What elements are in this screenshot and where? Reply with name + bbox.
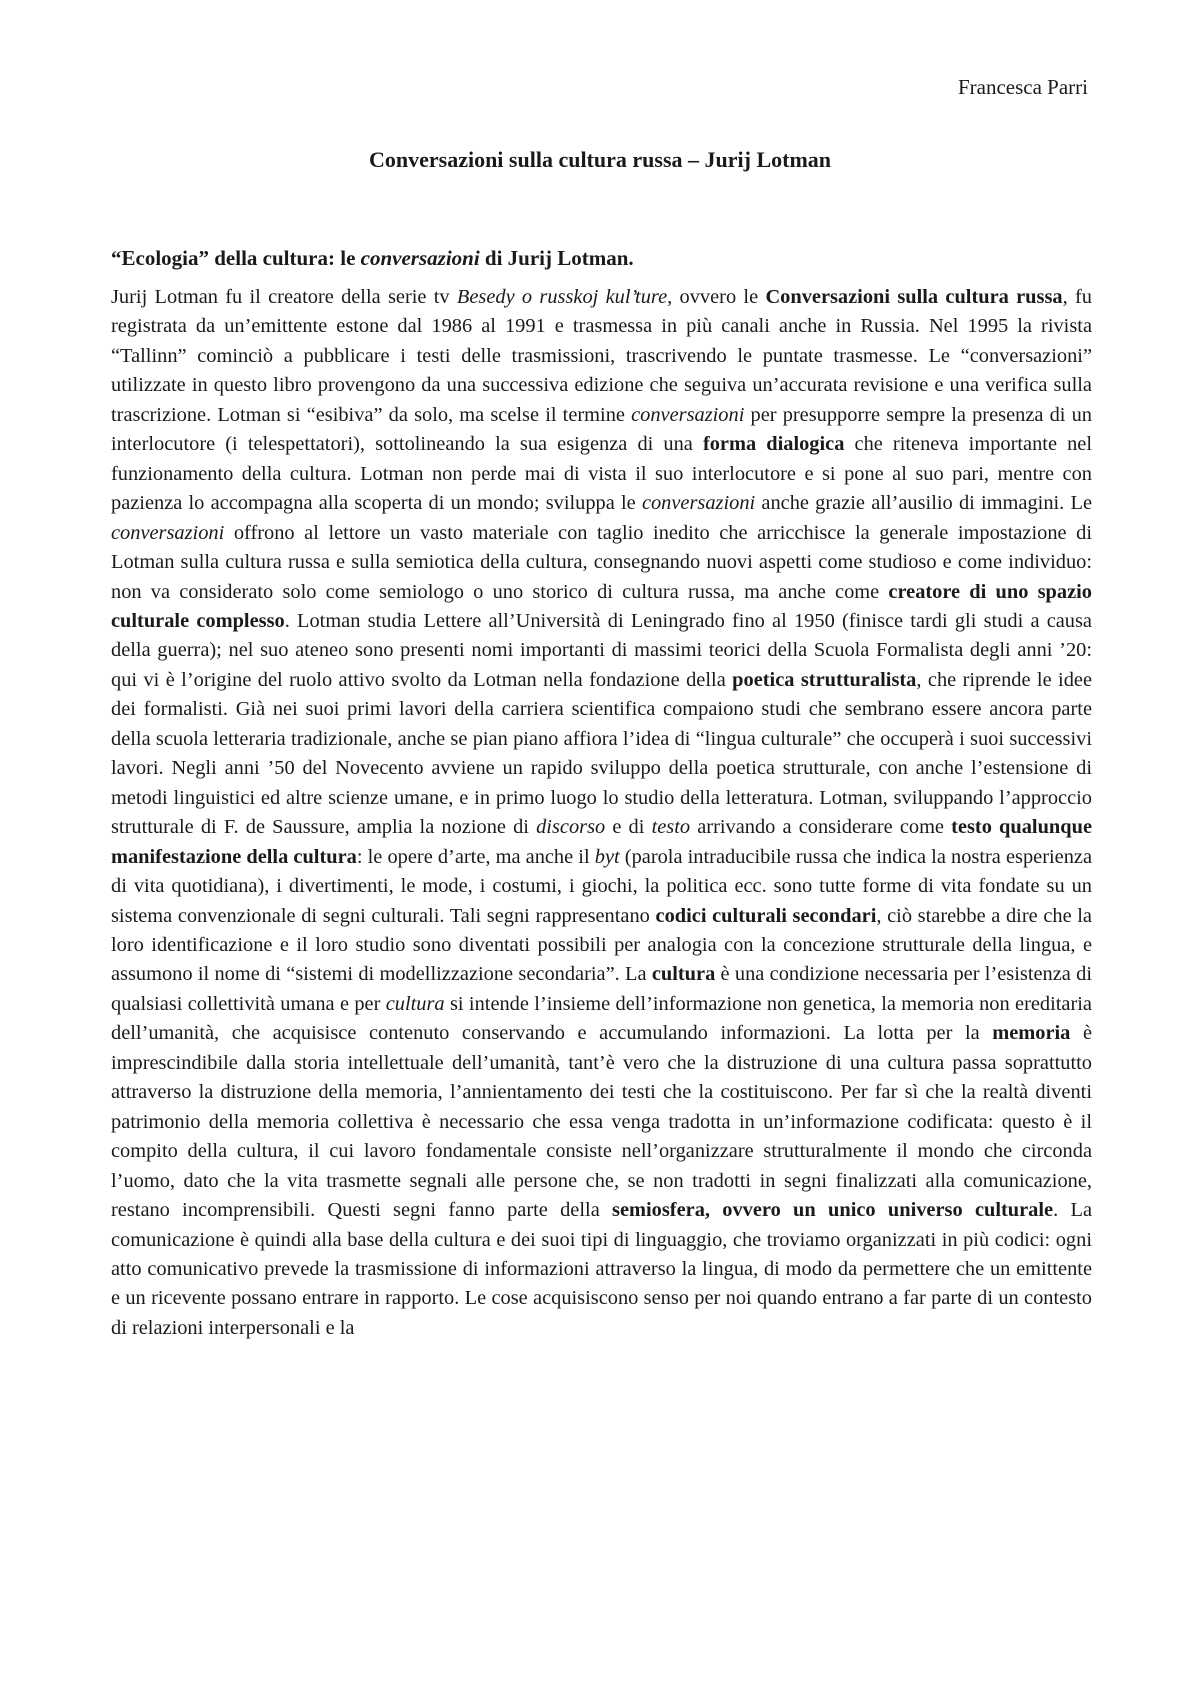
- bold-run: forma dialogica: [702, 433, 845, 456]
- text-run: arrivando a considerare come: [690, 816, 952, 839]
- italic-run: Besedy o russkoj kul’ture: [456, 286, 668, 308]
- text-run: è una condizione necessaria per l’esistenza di qualsiasi collettività umana e per: [111, 963, 1092, 1015]
- bold-run: codici culturali secondari: [655, 904, 877, 927]
- text-run: anche grazie all’ausilio di immagini. Le: [755, 492, 1092, 515]
- document-title: Conversazioni sulla cultura russa – Jurij Lotman: [368, 147, 832, 172]
- section-heading-text: “Ecologia” della cultura: le: [111, 246, 361, 270]
- text-run: . La comunicazione è quindi alla base della cultura e dei suoi tipi di linguaggio, che troviamo organizzati in più codici: ogni atto comunicativo prevede la trasmissione di informazioni attraverso la lingua, di modo da permettere che un emittente e un ricevente possano entrare in rapporto. Le cose acquisiscono senso per noi quando entrano a far parte di un contesto di relazioni interpersonali e la: [111, 1199, 1092, 1339]
- text-run: Jurij Lotman fu il creatore della serie tv: [111, 286, 457, 308]
- text-run: e di: [605, 816, 652, 839]
- text-run: è imprescindibile dalla storia intellettuale dell’umanità, tant’è vero che la distruzione di una cultura passa soprattutto attraverso la distruzione della memoria, l’annientamento dei testi che la costituiscono. Per far sì che la realtà diventi patrimonio della memoria collettiva è necessario che essa venga tradotta in un’informazione codificata: questo è il compito della cultura, il cui lavoro fondamentale consiste nell’organizzare strutturalmente il mondo che circonda l’uomo, dato che la vita trasmette segnali alle persone che, se non tradotti in segni finalizzati alla comunicazione, restano incomprensibili. Questi segni fanno parte della: [111, 1022, 1092, 1222]
- italic-run: testo: [651, 816, 691, 839]
- italic-run: conversazioni: [111, 521, 225, 544]
- bold-run: testo qualunque manifestazione della cultura: [111, 816, 1093, 868]
- text-run: , che riprende le idee dei formalisti. Già nei suoi primi lavori della carriera scientifica compaiono studi che sembrano essere ancora parte della scuola letteraria tradizionale, anche se pian piano affiora l’idea di “lingua culturale” che occuperà i suoi successivi lavori. Negli anni ’50 del Novecento avviene un rapido sviluppo della poetica strutturale, con anche l’estensione di metodi linguistici ed altre scienze umane, e in primo luogo lo studio della letteratura. Lotman, sviluppando l’approccio strutturale di F. de Saussure, amplia la nozione di: [111, 668, 1092, 839]
- bold-run: Conversazioni sulla cultura russa: [765, 286, 1063, 308]
- text-run: che riteneva importante nel funzionamento della cultura. Lotman non perde mai di vista il suo interlocutore e si pone al suo pari, mentre con pazienza lo accompagna alla scoperta di un mondo; sviluppa le: [111, 433, 1093, 515]
- bold-run: memoria: [992, 1022, 1071, 1045]
- bold-run: semiosfera, ovvero un unico universo culturale: [612, 1199, 1054, 1222]
- text-run: , fu registrata da un’emittente estone dal 1986 al 1991 e trasmessa in più canali anche in Russia. Nel 1995 la rivista “Tallinn” cominciò a pubblicare i testi delle trasmissioni, trascrivendo le puntate trasmesse. Le “conversazioni” utilizzate in questo libro provengono da una successiva edizione che seguiva un’accurata revisione e una verifica sulla trascrizione. Lotman si “esibiva” da solo, ma scelse il termine: [111, 286, 1092, 426]
- text-run: offrono al lettore un vasto materiale con taglio inedito che arricchisce la generale impostazione di Lotman sulla cultura russa e sulla semiotica della cultura, consegnando nuovi aspetti come studioso e come individuo: non va considerato solo come semiologo o uno storico di cultura russa, ma anche come: [111, 521, 1092, 603]
- italic-run: byt: [594, 845, 620, 868]
- body-paragraph: [111, 283, 1092, 1343]
- section-heading-text: di Jurij Lotman.: [479, 246, 634, 270]
- bold-run: poetica strutturalista: [732, 668, 917, 691]
- section-heading: [111, 244, 1091, 272]
- text-run: , ovvero le: [667, 286, 766, 308]
- text-run: per presupporre sempre la presenza di un interlocutore (i telespettatori), sottolineando la sua esigenza di una: [111, 403, 1092, 456]
- italic-run: conversazioni: [631, 403, 745, 426]
- text-run: . Lotman studia Lettere all’Università di Leningrado fino al 1950 (finisce tardi gli studi a causa della guerra); nel suo ateneo sono presenti nomi importanti di massimi teorici della Scuola Formalista degli anni ’20: qui vi è l’origine del ruolo attivo svolto da Lotman nella fondazione della: [111, 609, 1092, 691]
- text-run: , ciò starebbe a dire che la loro identificazione e il loro studio sono diventati possibili per analogia con la concezione strutturale della lingua, e assumono il nome di “sistemi di modellizzazione secondaria”. La: [111, 904, 1092, 986]
- text-run: (parola intraducibile russa che indica la nostra esperienza di vita quotidiana), i divertimenti, le mode, i costumi, i giochi, la politica ecc. sono tutte forme di vita fondate su un sistema convenzionale di segni culturali. Tali segni rappresentano: [111, 845, 1092, 927]
- bold-run: creatore di uno spazio culturale complesso: [111, 580, 1092, 632]
- bold-run: cultura: [651, 963, 716, 986]
- text-run: si intende l’insieme dell’informazione non genetica, la memoria non ereditaria dell’umanità, che acquisisce contenuto conservando e accumulando informazioni. La lotta per la: [111, 992, 1092, 1045]
- section-heading-emphasis: conversazioni: [360, 246, 480, 270]
- author-name: Francesca Parri: [957, 75, 1088, 99]
- text-run: : le opere d’arte, ma anche il: [356, 845, 595, 868]
- italic-run: cultura: [385, 992, 445, 1015]
- italic-run: discorso: [536, 816, 606, 839]
- italic-run: conversazioni: [641, 492, 756, 515]
